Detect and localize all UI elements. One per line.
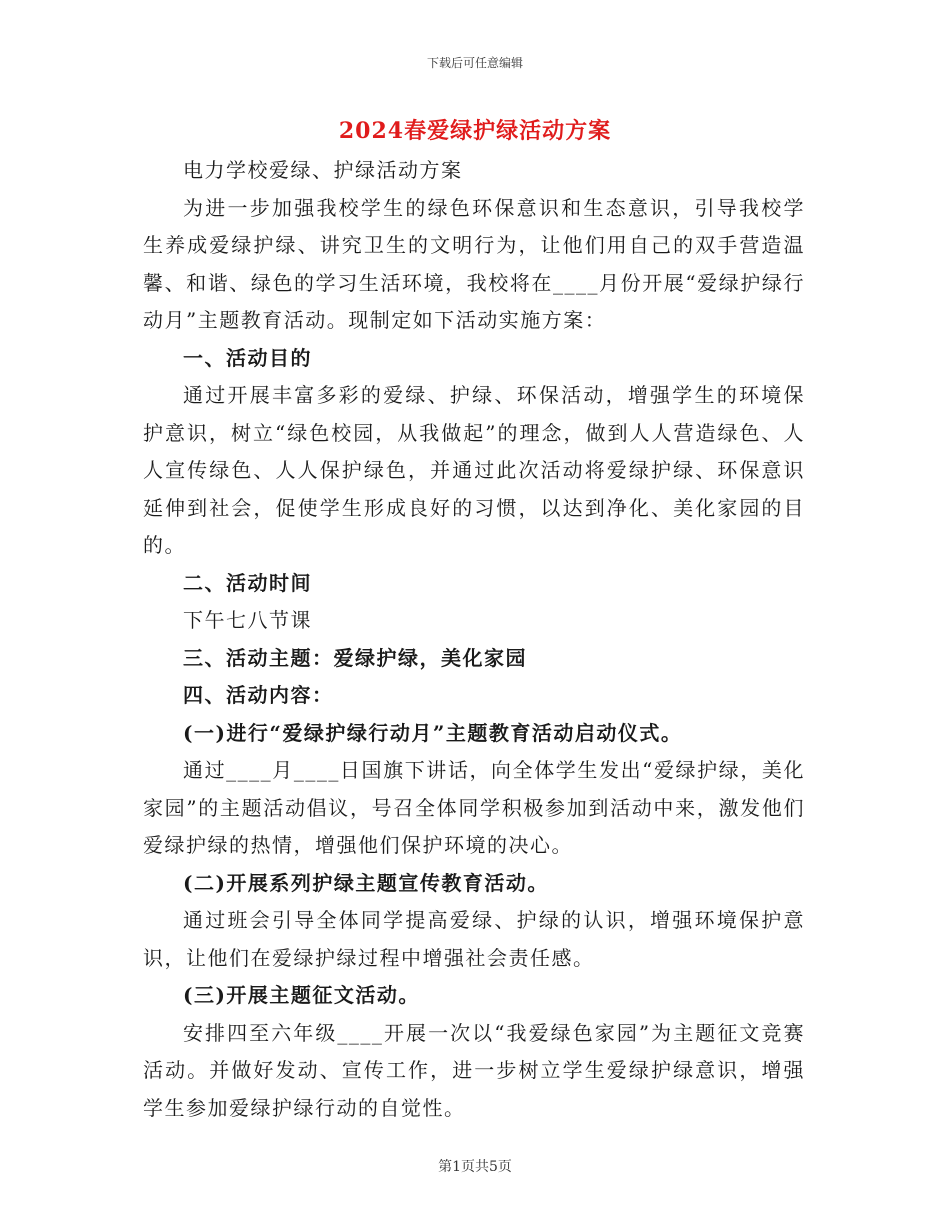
page-number: 第1页共5页	[438, 1159, 512, 1175]
section-heading: 三、活动主题：爱绿护绿，美化家园	[183, 645, 527, 670]
paragraph: 通过开展丰富多彩的爱绿、护绿、环保活动，增强学生的环境保护意识，树立“绿色校园，从我做起”的理念，做到人人营造绿色、人人宣传绿色、人人保护绿色，并通过此次活动将爱绿护绿、环保意识延伸到社会，促使学生形成良好的习惯，以达到净化、美化家园的目的。	[143, 383, 805, 557]
paragraph: 为进一步加强我校学生的绿色环保意识和生态意识，引导我校学生养成爱绿护绿、讲究卫生的文明行为，让他们用自己的双手营造温馨、和谐、绿色的学习生活环境，我校将在____月份开展“爱绿护绿行动月”主题教育活动。现制定如下活动实施方案：	[143, 195, 805, 332]
paragraph: 下午七八节课	[183, 608, 312, 632]
document-body	[143, 152, 805, 1127]
paragraph: 安排四至六年级____开展一次以“我爱绿色家园”为主题征文竞赛活动。并做好发动、宣传工作，进一步树立学生爱绿护绿意识，增强学生参加爱绿护绿行动的自觉性。	[143, 1020, 805, 1120]
page-header-note: 下载后可任意编辑	[426, 56, 523, 70]
document-title: 2024春爱绿护绿活动方案	[338, 118, 612, 144]
paragraph: 通过____月____日国旗下讲话，向全体学生发出“爱绿护绿，美化家园”的主题活动倡议，号召全体同学积极参加到活动中来，激发他们爱绿护绿的热情，增强他们保护环境的决心。	[143, 758, 805, 857]
paragraph: 电力学校爱绿、护绿活动方案	[183, 158, 463, 182]
subsection-heading: (二)开展系列护绿主题宣传教育活动。	[183, 870, 549, 895]
paragraph: 通过班会引导全体同学提高爱绿、护绿的认识，增强环境保护意识，让他们在爱绿护绿过程中增强社会责任感。	[143, 908, 805, 970]
subsection-heading: (三)开展主题征文活动。	[183, 983, 420, 1007]
section-heading: 二、活动时间	[183, 570, 312, 595]
subsection-heading: (一)进行“爱绿护绿行动月”主题教育活动启动仪式。	[183, 720, 683, 745]
section-heading: 一、活动目的	[183, 345, 312, 370]
section-heading: 四、活动内容：	[183, 683, 334, 707]
